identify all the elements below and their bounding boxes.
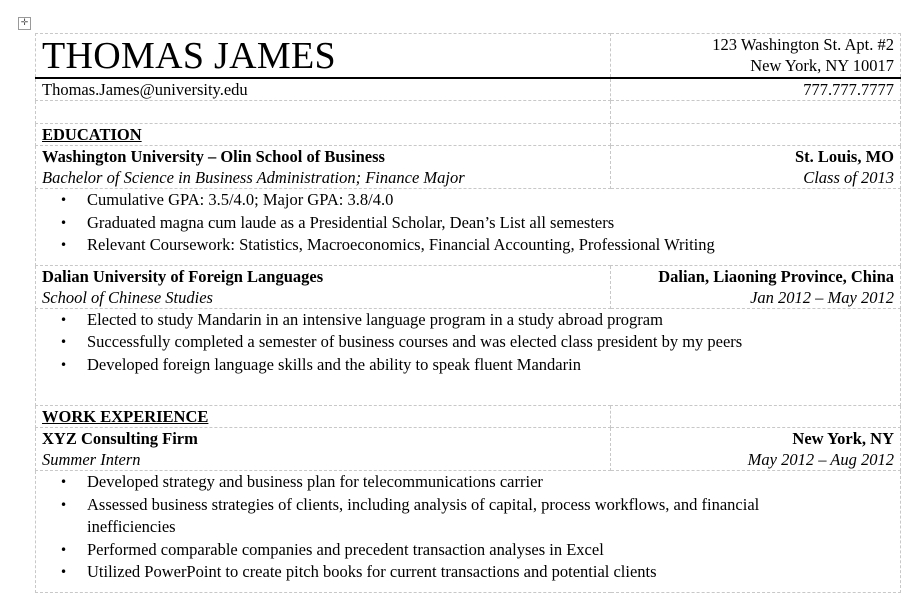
education-entry-row bbox=[36, 146, 901, 189]
email-cell[interactable] bbox=[36, 78, 611, 101]
job-role: Summer Intern bbox=[42, 450, 141, 469]
contact-row bbox=[36, 78, 901, 101]
address-line2: New York, NY 10017 bbox=[750, 56, 894, 75]
address-line1: 123 Washington St. Apt. #2 bbox=[712, 35, 894, 54]
list-item: • Developed strategy and business plan for telecommunications carrier bbox=[87, 471, 844, 494]
work-heading-row bbox=[36, 406, 901, 428]
list-item: • Cumulative GPA: 3.5/4.0; Major GPA: 3.8/4.0 bbox=[87, 189, 894, 212]
resume-document bbox=[35, 33, 900, 611]
table-cell[interactable] bbox=[611, 406, 901, 428]
table-move-handle-icon[interactable]: ✛ bbox=[18, 17, 31, 30]
applicant-name: THOMAS JAMES bbox=[42, 35, 336, 77]
work-heading: WORK EXPERIENCE bbox=[42, 407, 209, 426]
bullet-list bbox=[42, 471, 894, 584]
list-item: • Assessed business strategies of clients, including analysis of capital, process workflows, and financial inefficiencies bbox=[87, 494, 844, 539]
list-item: • Graduated magna cum laude as a Presidential Scholar, Dean’s List all semesters bbox=[87, 212, 894, 235]
bullets-cell[interactable] bbox=[36, 189, 901, 266]
school-name: Dalian University of Foreign Languages bbox=[42, 266, 324, 286]
table-cell[interactable] bbox=[611, 101, 901, 124]
bullets-cell[interactable] bbox=[36, 308, 901, 406]
address-cell[interactable] bbox=[611, 34, 901, 79]
company-name: XYZ Consulting Firm bbox=[42, 429, 198, 448]
list-item: • Successfully completed a semester of business courses and was elected class president by my peers bbox=[87, 331, 894, 354]
section-heading-cell[interactable] bbox=[36, 124, 611, 146]
header-row bbox=[36, 34, 901, 79]
education-entry-row bbox=[36, 265, 901, 308]
phone: 777.777.7777 bbox=[803, 80, 894, 99]
school-location: Dalian, Liaoning Province, China bbox=[658, 266, 894, 286]
school-cell[interactable] bbox=[36, 265, 611, 308]
education-heading: EDUCATION bbox=[42, 125, 142, 144]
list-item: • Utilized PowerPoint to create pitch books for current transactions and potential clients bbox=[87, 561, 844, 584]
school-location-cell[interactable] bbox=[611, 265, 901, 308]
bullet-list bbox=[42, 309, 894, 377]
list-item: • Elected to study Mandarin in an intensive language program in a study abroad program bbox=[87, 309, 894, 332]
school-date: Jan 2012 – May 2012 bbox=[750, 287, 894, 307]
education-heading-row bbox=[36, 124, 901, 146]
list-item: • Performed comparable companies and precedent transaction analyses in Excel bbox=[87, 539, 844, 562]
list-item: • Relevant Coursework: Statistics, Macroeconomics, Financial Accounting, Professional Writing bbox=[87, 234, 894, 257]
table-cell[interactable] bbox=[36, 101, 611, 124]
education-bullets-row bbox=[36, 189, 901, 266]
company-location: New York, NY bbox=[792, 429, 894, 448]
job-date: May 2012 – Aug 2012 bbox=[747, 450, 894, 469]
degree: School of Chinese Studies bbox=[42, 287, 213, 307]
work-entry-row bbox=[36, 428, 901, 471]
bullet-list bbox=[42, 189, 894, 257]
resume-table bbox=[35, 33, 901, 593]
spacer-row bbox=[36, 101, 901, 124]
name-cell[interactable] bbox=[36, 34, 611, 79]
work-bullets-row bbox=[36, 471, 901, 593]
company-cell[interactable] bbox=[36, 428, 611, 471]
school-cell[interactable] bbox=[36, 146, 611, 189]
email: Thomas.James@university.edu bbox=[42, 80, 248, 99]
table-cell[interactable] bbox=[611, 124, 901, 146]
education-bullets-row bbox=[36, 308, 901, 406]
phone-cell[interactable] bbox=[611, 78, 901, 101]
school-location: St. Louis, MO bbox=[794, 147, 894, 166]
degree: Bachelor of Science in Business Administration; Finance Major bbox=[42, 168, 465, 187]
section-heading-cell[interactable] bbox=[36, 406, 611, 428]
school-location-cell[interactable] bbox=[611, 146, 901, 189]
bullets-cell[interactable] bbox=[36, 471, 901, 593]
list-item: • Developed foreign language skills and the ability to speak fluent Mandarin bbox=[87, 354, 894, 377]
school-name: Washington University – Olin School of Business bbox=[42, 147, 385, 166]
school-date: Class of 2013 bbox=[803, 168, 894, 187]
company-location-cell[interactable] bbox=[611, 428, 901, 471]
